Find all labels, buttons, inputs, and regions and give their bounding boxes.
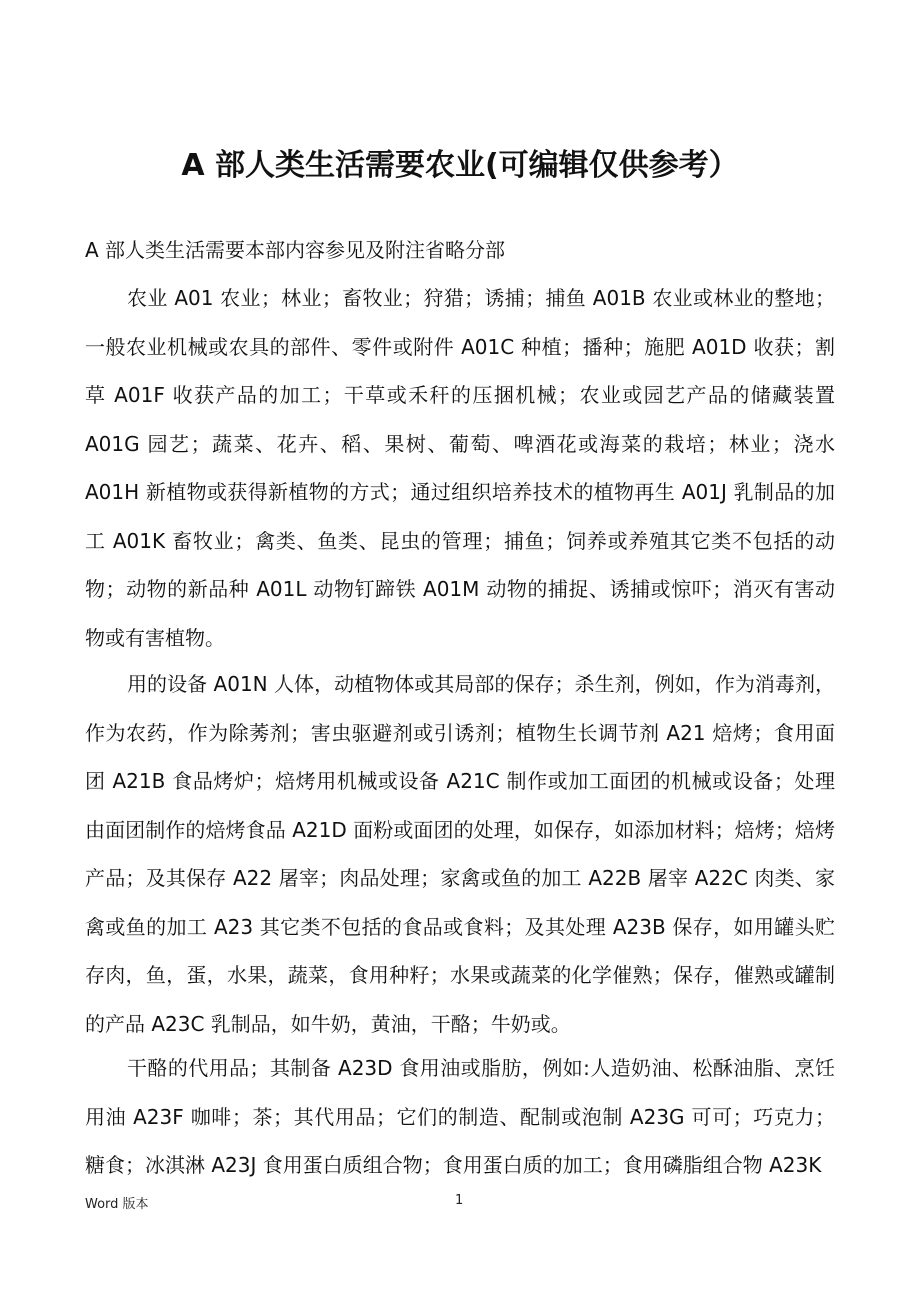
body-paragraph-2: 用的设备 A01N 人体，动植物体或其局部的保存；杀生剂，例如，作为消毒剂，作为农药，作为除莠剂；害虫驱避剂或引诱剂；植物生长调节剂 A21 焙烤；食用面团 A21B 食品烤炉；焙烤用机械或设备 A21C 制作或加工面团的机械或设备；处理由面团制作的焙烤食品 A21D 面粉或面团的处理，如保存，如添加材料；焙烤；焙烤产品；及其保存 A22 屠宰；肉品处理；家禽或鱼的加工 A22B 屠宰 A22C 肉类、家禽或鱼的加工 A23 其它类不包括的食品或食料；及其处理 A23B 保存，如用罐头贮存肉，鱼，蛋，水果，蔬菜，食用种籽；水果或蔬菜的化学催熟；保存，催熟或罐制的产品 A23C 乳制品，如牛奶，黄油，干酪；牛奶或。 — [85, 672, 835, 1036]
document-title: A 部人类生活需要农业(可编辑仅供参考） — [181, 148, 739, 183]
intro-line: A 部人类生活需要本部内容参见及附注省略分部 — [85, 238, 506, 262]
body-paragraph-3: 干酪的代用品；其制备 A23D 食用油或脂肪，例如:人造奶油、松酥油脂、烹饪用油 A23F 咖啡；茶；其代用品；它们的制造、配制或泡制 A23G 可可；巧克力；糖食；冰淇淋 A23J 食用蛋白质组合物；食用蛋白质的加工；食用磷脂组合物 A23K — [85, 1056, 835, 1177]
footer-label: Word 版本 — [85, 1197, 149, 1212]
footer-page-number: 1 — [455, 1193, 464, 1208]
body-paragraph-1: 农业 A01 农业；林业；畜牧业；狩猎；诱捕；捕鱼 A01B 农业或林业的整地；一般农业机械或农具的部件、零件或附件 A01C 种植；播种；施肥 A01D 收获；割草 A01F 收获产品的加工；干草或禾秆的压捆机械；农业或园艺产品的储藏装置 A01G 园艺；蔬菜、花卉、稻、果树、葡萄、啤酒花或海菜的栽培；林业；浇水 A01H 新植物或获得新植物的方式；通过组织培养技术的植物再生 A01J 乳制品的加工 A01K 畜牧业；禽类、鱼类、昆虫的管理；捕鱼；饲养或养殖其它类不包括的动物；动物的新品种 A01L 动物钉蹄铁 A01M 动物的捕捉、诱捕或惊吓；消灭有害动物或有害植物。 — [85, 286, 835, 650]
